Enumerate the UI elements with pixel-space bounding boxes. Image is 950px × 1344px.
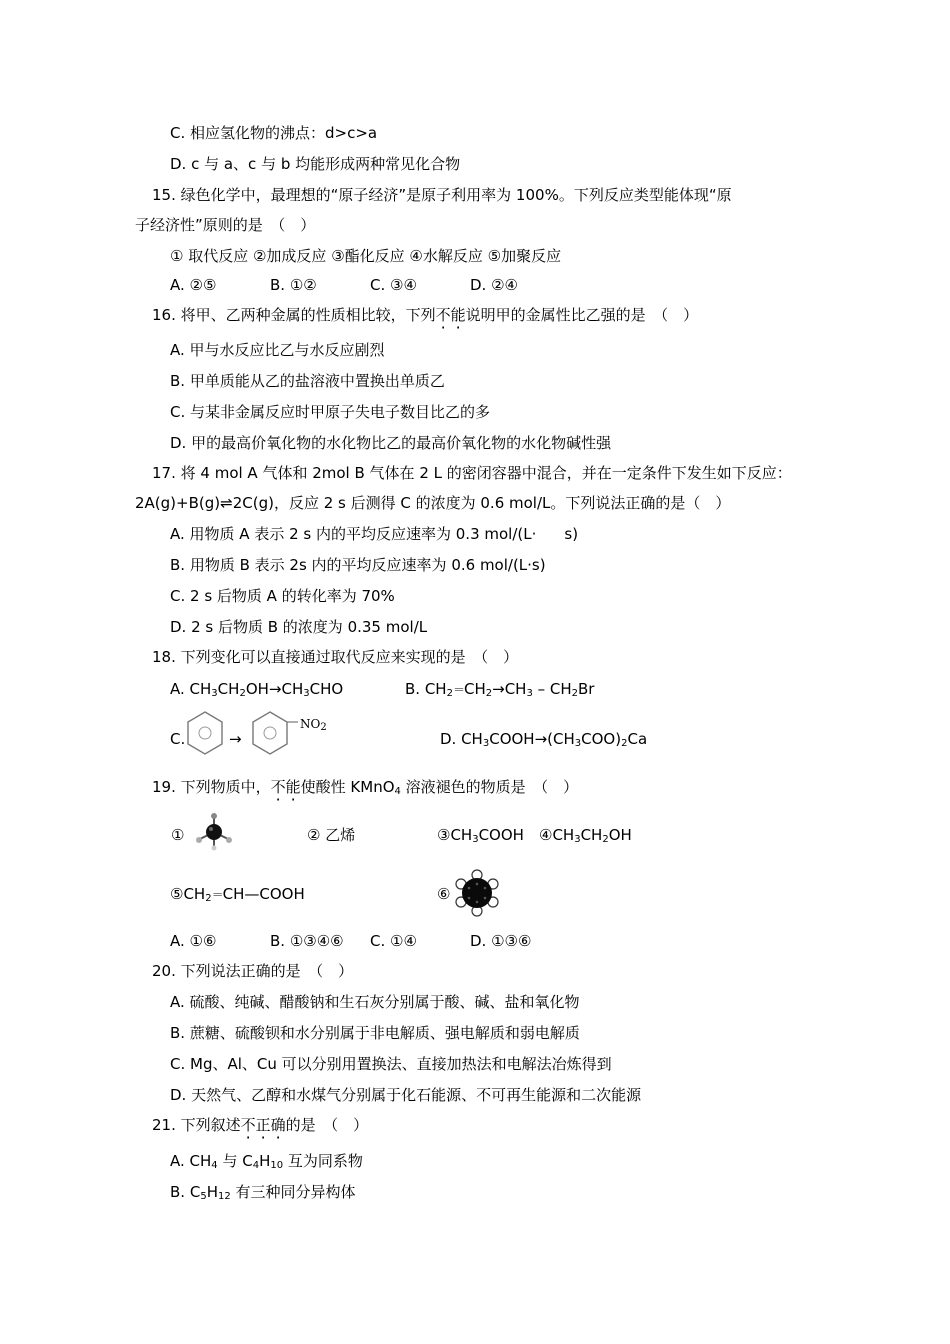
q20-option-c: C. Mg、Al、Cu 可以分别用置换法、直接加热法和电解法冶炼得到 [170, 1055, 612, 1073]
q17-stem-line1: 17. 将 4 mol A 气体和 2mol B 气体在 2 L 的密闭容器中混合，并在一定条件下发生如下反应： [152, 464, 792, 482]
q19-item-3: $③CH_3COOH$ [437, 826, 524, 845]
q18-stem: 18. 下列变化可以直接通过取代反应来实现的是 （ ） [152, 648, 519, 666]
q21-stem [152, 1115, 368, 1135]
q21-emphasis-char-1: 不 [240, 1116, 256, 1134]
q17-option-d: D. 2 s 后物质 B 的浓度为 0.35 mol/L [170, 618, 428, 636]
q20-option-d: D. 天然气、乙醇和水煤气分别属于化石能源、不可再生能源和二次能源 [170, 1086, 642, 1104]
q16-option-d: D. 甲的最高价氧化物的水化物比乙的最高价氧化物的水化物碱性强 [170, 434, 612, 452]
q19-item-1-label: ① [171, 826, 185, 844]
q16-emphasis-char-1: 不 [435, 306, 451, 324]
q15-stem-line1: 15. 绿色化学中，最理想的“原子经济”是原子利用率为 100%。下列反应类型能体现“原 [152, 186, 732, 204]
q16-stem [152, 305, 698, 325]
q21-option-b: B. $C_5H_{12}$ 有三种同分异构体 [170, 1183, 356, 1202]
q15-stem-line2: 子经济性”原则的是 （ ） [135, 216, 316, 234]
q19-emphasis-char-1: 不 [270, 778, 286, 796]
benzene-ring-icon [188, 712, 222, 754]
q19-emphasis-char-2: 能 [285, 778, 301, 796]
q14-option-c: C. 相应氢化物的沸点：d>c>a [170, 124, 378, 142]
q16-option-c: C. 与某非金属反应时甲原子失电子数目比乙的多 [170, 403, 491, 421]
q17-equation-left: 2A(g)+B(g) [135, 494, 221, 512]
q19-option-b: B. ①③④⑥ [270, 932, 344, 950]
methane-ball-stick-model-icon [192, 812, 240, 856]
q21-option-a: A. $CH_4$ 与 $C_4H_{10}$ 互为同系物 [170, 1152, 363, 1171]
q15-option-a: A. ②⑤ [170, 276, 217, 294]
q19-option-c: C. ①④ [370, 932, 417, 950]
q17-option-c: C. 2 s 后物质 A 的转化率为 70% [170, 587, 395, 605]
q18-option-d: D. $CH_3COOH\to(CH_3COO)_2Ca$ [440, 730, 648, 749]
q19-item-4: $④CH_3CH_2OH$ [539, 826, 632, 845]
q17-option-a-part2: s) [564, 525, 579, 543]
nitrobenzene-ring-icon [253, 712, 287, 754]
q19-stem-post: 使酸性 KMnO$_4$ 溶液褪色的物质是 （ ） [300, 778, 579, 797]
q17-equation-right: 2C(g)，反应 2 s 后测得 C 的浓度为 0.6 mol/L。下列说法正确的是（ ） [232, 494, 731, 512]
q21-emphasis-char-3: 确 [270, 1116, 286, 1134]
q18-reaction-arrow: → [229, 730, 242, 748]
q16-option-a: A. 甲与水反应比乙与水反应剧烈 [170, 341, 385, 359]
q19-stem-pre: 19. 下列物质中， [152, 778, 271, 796]
q19-option-a: A. ①⑥ [170, 932, 217, 950]
q19-stem [152, 777, 578, 797]
q21-emphasis-char-2: 正 [255, 1116, 271, 1134]
q17-option-a-part1: A. 用物质 A 表示 2 s 内的平均反应速率为 0.3 mol/(L· [170, 525, 537, 543]
benzene-space-filling-model-icon [454, 870, 500, 916]
q20-stem: 20. 下列说法正确的是 （ ） [152, 962, 354, 980]
q17-option-a [170, 524, 578, 544]
q18-option-b: B. $CH_2=CH_2\to CH_3 - CH_2Br$ [405, 680, 595, 699]
q15-option-c: C. ③④ [370, 276, 417, 294]
q17-stem-line2 [135, 493, 730, 513]
q20-option-b: B. 蔗糖、硫酸钡和水分别属于非电解质、强电解质和弱电解质 [170, 1024, 580, 1042]
nitro-group-label: $NO_2$ [300, 717, 327, 733]
q18-option-a: A. $CH_3CH_2OH\to CH_3CHO$ [170, 680, 344, 699]
q15-option-b: B. ①② [270, 276, 317, 294]
q21-stem-post: 的是 （ ） [285, 1116, 369, 1134]
q19-item-2: ② 乙烯 [307, 826, 356, 844]
q15-option-d: D. ②④ [470, 276, 518, 294]
q17-option-b: B. 用物质 B 表示 2s 内的平均反应速率为 0.6 mol/(L·s) [170, 556, 546, 574]
q16-stem-post: 说明甲的金属性比乙强的是 （ ） [465, 306, 699, 324]
q20-option-a: A. 硫酸、纯碱、醋酸钠和生石灰分别属于酸、碱、盐和氧化物 [170, 993, 580, 1011]
q16-option-b: B. 甲单质能从乙的盐溶液中置换出单质乙 [170, 372, 445, 390]
q21-stem-pre: 21. 下列叙述 [152, 1116, 241, 1134]
q16-emphasis-char-2: 能 [450, 306, 466, 324]
q19-option-d: D. ①③⑥ [470, 932, 532, 950]
q19-item-5: $⑤CH_2=CH—COOH$ [170, 885, 305, 904]
q16-stem-pre: 16. 将甲、乙两种金属的性质相比较，下列 [152, 306, 436, 324]
equilibrium-arrow-icon: ⇌ [220, 494, 233, 512]
q15-items: ① 取代反应 ②加成反应 ③酯化反应 ④水解反应 ⑤加聚反应 [170, 247, 562, 265]
q18-option-c-label: C. [170, 730, 186, 748]
q14-option-d: D. c 与 a、c 与 b 均能形成两种常见化合物 [170, 155, 461, 173]
q19-item-6-label: ⑥ [437, 885, 451, 903]
